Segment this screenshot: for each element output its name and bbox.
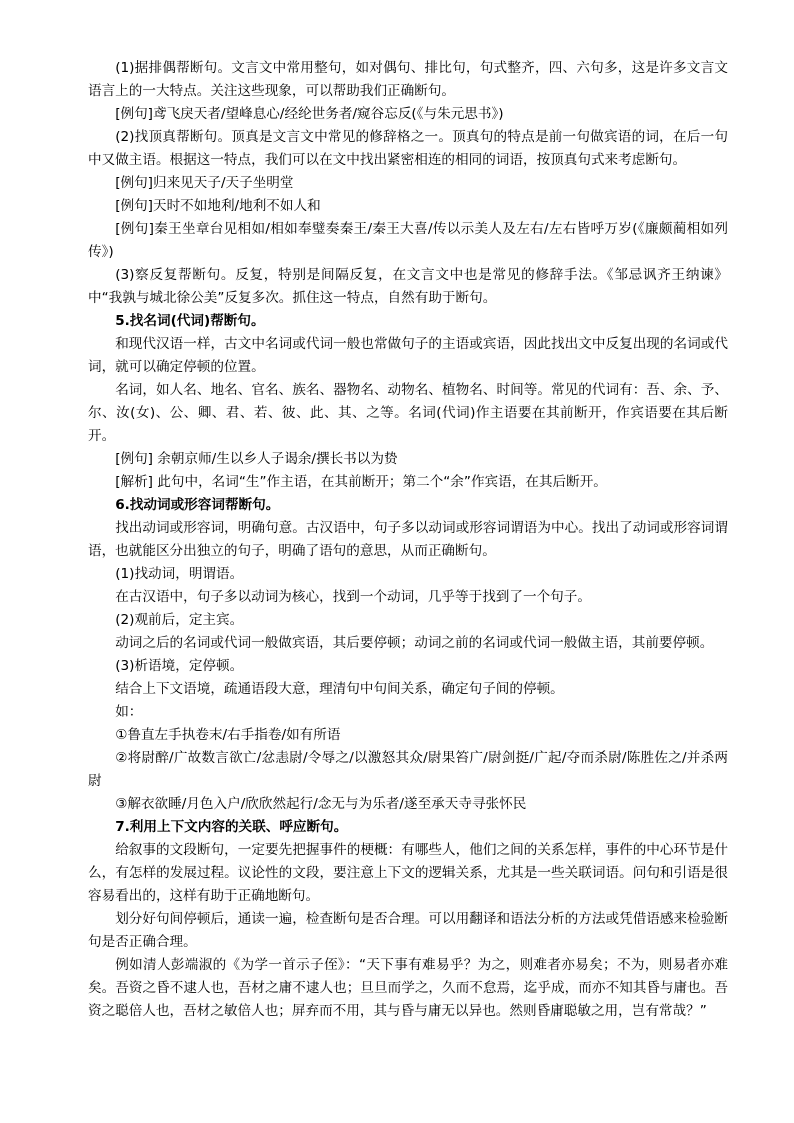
paragraph: (1)找动词，明谓语。: [115, 566, 244, 582]
paragraph: 给叙事的文段断句，一定要先把握事件的梗概：有哪些人，他们之间的关系怎样，事件的中心环节是什么，有怎样的发展过程。议论性的文段，要注意上下文的逻辑关系，尤其是一些关联词语。问句和引语是很容易看出的，这样有助于正确地断句。: [88, 842, 728, 904]
paragraph: (2)找顶真帮断句。顶真是文言文中常见的修辞格之一。顶真句的特点是前一句做宾语的词，在后一句中又做主语。根据这一特点，我们可以在文中找出紧密相连的相同的词语，按顶真句式来考虑断句。: [88, 129, 728, 168]
document-body: [88, 57, 728, 1023]
paragraph: ②将尉醉/广故数言欲亡/忿恚尉/令辱之/以激怒其众/尉果笞广/尉剑挺/广起/夺而杀尉/陈胜佐之/并杀两尉: [88, 750, 728, 789]
paragraph: (3)析语境，定停顿。: [115, 658, 244, 674]
paragraph: ③解衣欲睡/月色入户/欣欣然起行/念无与为乐者/遂至承天寺寻张怀民: [115, 796, 527, 812]
paragraph: [解析] 此句中，名词“生”作主语，在其前断开；第二个“余”作宾语，在其后断开。: [115, 474, 607, 490]
paragraph: 名词，如人名、地名、官名、族名、器物名、动物名、植物名、时间等。常见的代词有：吾、余、予、尔、汝(女)、公、卿、君、若、彼、此、其、之等。名词(代词)作主语要在其前断开，作宾语要在其后断开。: [88, 382, 728, 444]
paragraph: ①鲁直左手执卷末/右手指卷/如有所语: [115, 727, 341, 743]
paragraph: [例句]鸢飞戾天者/望峰息心/经纶世务者/窥谷忘反(《与朱元思书》): [115, 106, 504, 122]
paragraph: 在古汉语中，句子多以动词为核心，找到一个动词，几乎等于找到了一个句子。: [115, 589, 591, 605]
paragraph: 例如清人彭端淑的《为学一首示子侄》：“天下事有难易乎？为之，则难者亦易矣；不为，则易者亦难矣。吾资之昏不逮人也，吾材之庸不逮人也；旦旦而学之，久而不怠焉，迄乎成，而亦不知其昏与庸也。吾资之聪倍人也，吾材之敏倍人也；屏弃而不用，其与昏与庸无以异也。然则昏庸聪敏之用，岂有常哉？”: [88, 957, 728, 1019]
section-heading: 5.找名词(代词)帮断句。: [115, 313, 265, 329]
paragraph: 结合上下文语境，疏通语段大意，理清句中句间关系，确定句子间的停顿。: [115, 681, 564, 697]
paragraph: 如：: [115, 704, 143, 720]
paragraph: 找出动词或形容词，明确句意。古汉语中，句子多以动词或形容词谓语为中心。找出了动词或形容词谓语，也就能区分出独立的句子，明确了语句的意思，从而正确断句。: [88, 520, 728, 559]
paragraph: (1)据排偶帮断句。文言文中常用整句，如对偶句、排比句，句式整齐，四、六句多，这是许多文言文语言上的一大特点。关注这些现象，可以帮助我们正确断句。: [88, 60, 728, 99]
paragraph: (3)察反复帮断句。反复，特别是间隔反复，在文言文中也是常见的修辞手法。《邹忌讽齐王纳谏》中“我孰与城北徐公美”反复多次。抓住这一特点，自然有助于断句。: [88, 267, 728, 306]
section-heading: 6.找动词或形容词帮断句。: [115, 497, 280, 513]
paragraph: 动词之后的名词或代词一般做宾语，其后要停顿；动词之前的名词或代词一般做主语，其前要停顿。: [115, 635, 714, 651]
paragraph: 划分好句间停顿后，通读一遍，检查断句是否合理。可以用翻译和语法分析的方法或凭借语感来检验断句是否正确合理。: [88, 911, 728, 950]
section-heading: 7.利用上下文内容的关联、呼应断句。: [115, 819, 348, 835]
paragraph: (2)观前后，定主宾。: [115, 612, 244, 628]
paragraph: [例句] 余朝京师/生以乡人子谒余/撰长书以为贽: [115, 451, 398, 467]
paragraph: [例句]秦王坐章台见相如/相如奉璧奏秦王/秦王大喜/传以示美人及左右/左右皆呼万岁(《廉颇蔺相如列传》): [88, 221, 728, 260]
paragraph: [例句]天时不如地利/地利不如人和: [115, 198, 321, 214]
paragraph: 和现代汉语一样，古文中名词或代词一般也常做句子的主语或宾语，因此找出文中反复出现的名词或代词，就可以确定停顿的位置。: [88, 336, 728, 375]
paragraph: [例句]归来见天子/天子坐明堂: [115, 175, 294, 191]
